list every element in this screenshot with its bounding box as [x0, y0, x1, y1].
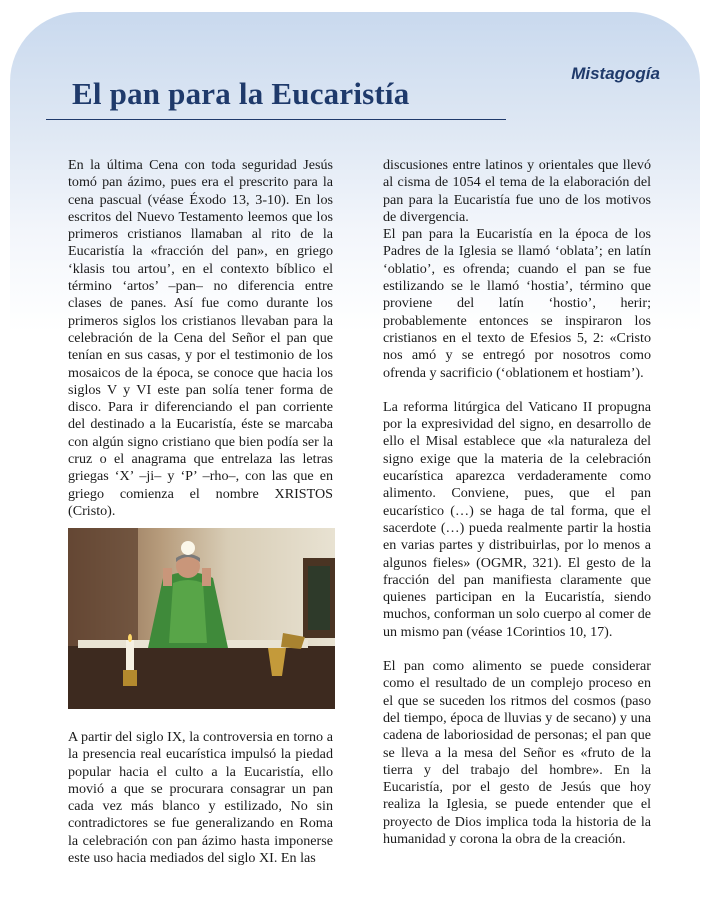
paragraph-2-continued: discusiones entre latinos y orientales que llevó al cisma de 1054 el tema de la elaboración del pan para la Eucaristía fue uno de los motivos de divergencia. [383, 157, 651, 225]
paragraph-2: A partir del siglo IX, la controversia en torno a la presencia real eucarística impulsó la piedad popular hacia el culto a la Eucaristía, ello movió a que se procurara consagrar un pan cada vez más blanco y estilizado, No sin contradictores se fue generalizando en Roma la celebración con pan ázimo hasta imponerse este uso hacia mediados del siglo XI. En las [68, 729, 333, 867]
paragraph-3: El pan para la Eucaristía en la época de los Padres de la Iglesia se llamó ‘oblata’; en latín ‘oblatio’, es ofrenda; cuando el pan se fue estilizando se le llamó ‘hostia’, término que proviene del latín ‘hostio’, herir; probablemente entonces se inspiraron los cristianos en el texto de Efesios 5, 2: «Cristo nos amó y se entregó por nosotros como ofrenda y sacrificio (‘oblationem et hostiam’). [383, 226, 651, 381]
priest-elevating-host-photo [68, 528, 335, 709]
paragraph-5: El pan como alimento se puede considerar como el resultado de un complejo proceso en el que se suceden los ritmos del cosmos (paso del tiempo, época de lluvias y de secano) y una cadena de laboriosidad de personas; el pan que se lleva a la mesa del Señor es «fruto de la tierra y del trabajo del hombre». En la Eucaristía, por el gesto de Jesús que hoy realiza la Iglesia, se puede entender que el proyecto de Dios implica toda la historia de la humanidad y corona la obra de la creación. [383, 658, 651, 847]
paragraph-4: La reforma litúrgica del Vaticano II propugna por la expresividad del signo, en desarrollo de ello el Misal establece que «la naturaleza del signo exige que la materia de la celebración eucarística aparezca verdaderamente como alimento. Conviene, pues, que el pan eucarístico (…) se haga de tal forma, que el sacerdote (…) pueda realmente partir la hostia en varias partes y distribuirlas, por lo menos a algunos fieles» (OGMR, 321). El gesto de la fracción del pan manifiesta claramente que quienes participan en la Eucaristía, siendo muchos, conforman un solo cuerpo al comer de un mismo pan (véase 1Corintios 10, 17). [383, 398, 651, 640]
left-column-bottom [68, 729, 333, 867]
section-label: Mistagogía [571, 64, 660, 83]
article-title: El pan para la Eucaristía [72, 76, 410, 111]
left-column-top [68, 157, 333, 520]
right-column [383, 157, 651, 848]
paragraph-1: En la última Cena con toda seguridad Jesús tomó pan ázimo, pues era el prescrito para la cena pascual (véase Éxodo 13, 3-10). En los escritos del Nuevo Testamento leemos que los primeros cristianos llamaban al rito de la Eucaristía la «fracción del pan», en griego ‘klasis tou artou’, en el contexto bíblico el término ‘artos’ –pan– no diferencia entre clases de panes. Así fue como durante los primeros siglos los cristianos llevaban para la celebración de la Cena del Señor el pan que tenían en sus casas, y por el testimonio de los mosaicos de la época, se conoce que hacia los siglos V y VI este pan solía tener forma de disco. Para ir diferenciando el pan corriente del destinado a la Eucaristía, éste se marcaba con algún signo cristiano que bien podía ser la cruz o el anagrama que entrelaza las letras griegas ‘X’ –ji– y ‘P’ –rho–, con las que en griego comienza el nombre XRISTOS (Cristo). [68, 157, 333, 519]
title-underline [46, 119, 506, 120]
